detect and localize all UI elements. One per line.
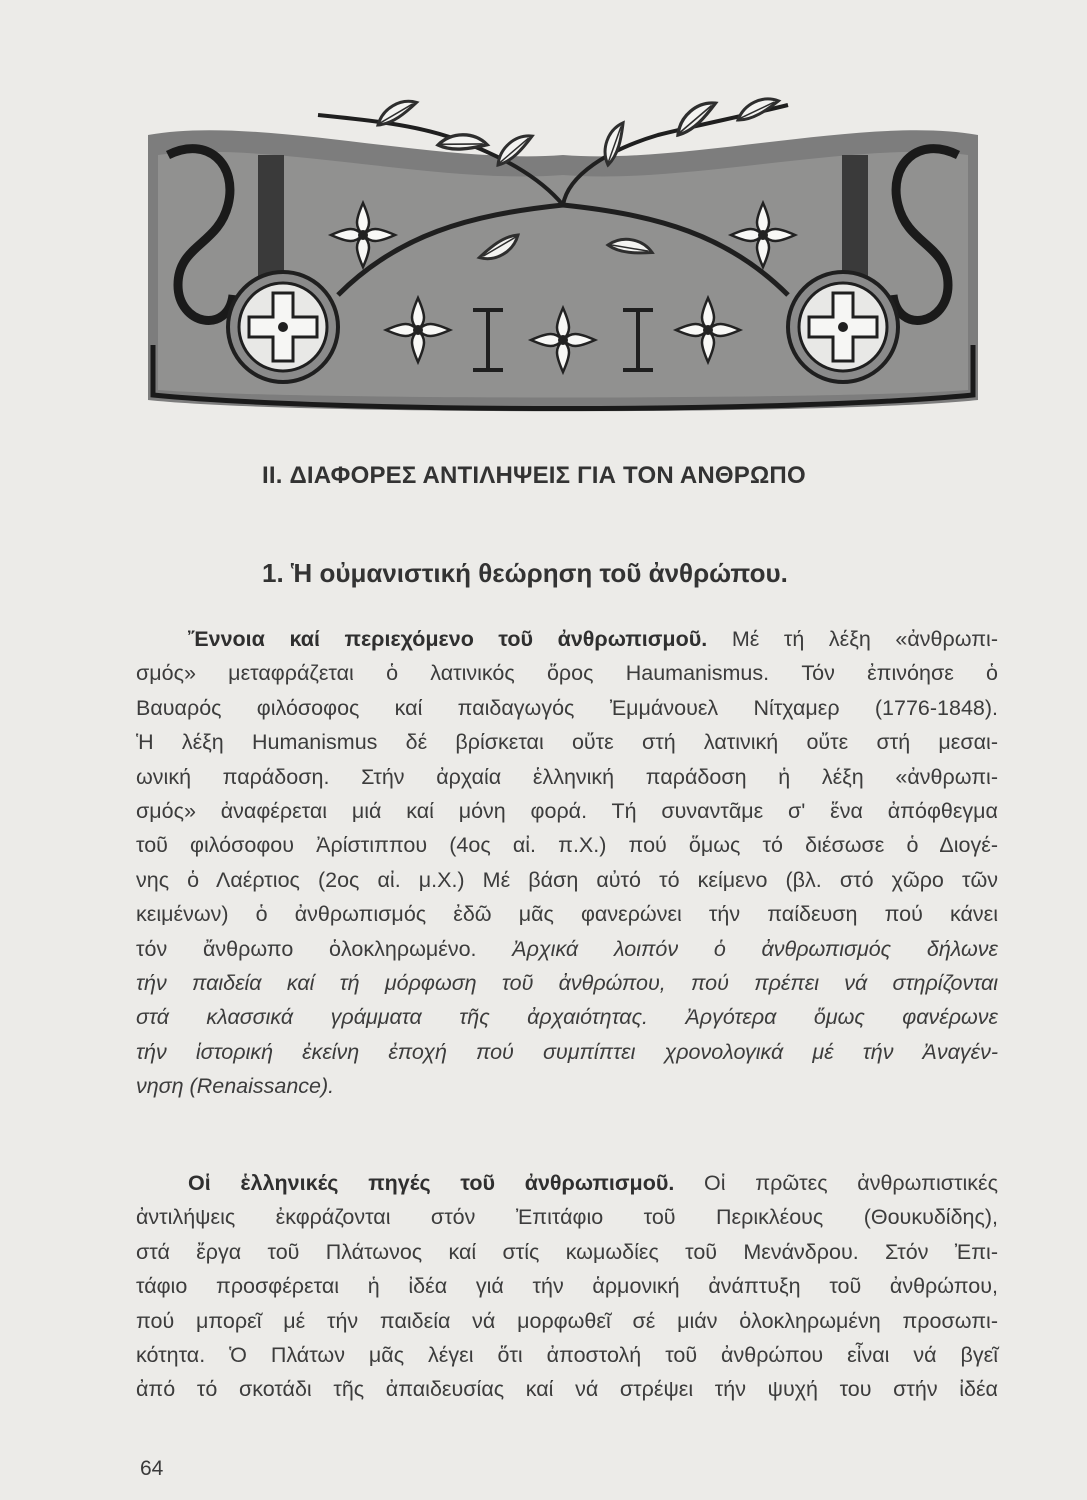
text-line: ωνική παράδοση. Στήν ἀρχαία ἑλληνική παράδοση ἡ λέξη «ἀνθρωπι- [136, 764, 998, 789]
text-line: σμός» ἀναφέρεται μιά καί μόνη φορά. Τή συναντᾶμε σ' ἕνα ἀπόφθεγμα [136, 798, 998, 823]
paragraph-humanism-meaning [136, 622, 998, 1103]
text-line: σμός» μεταφράζεται ὁ λατινικός ὅρος Haumanismus. Τόν ἐπινόησε ὁ [136, 661, 998, 686]
page-number: 64 [140, 1457, 164, 1480]
paragraph-heading: Ἔννοια καί περιεχόμενο τοῦ ἀνθρωπισμοῦ. [188, 627, 708, 651]
text-line: τόν ἄνθρωπο ὁλοκληρωμένο. Ἀρχικά λοιπόν ὁ ἀνθρωπισμός δήλωνε [136, 936, 998, 961]
paragraph-greek-sources [136, 1166, 998, 1407]
text-line: νης ὁ Λαέρτιος (2ος αἰ. μ.Χ.) Μέ βάση αὐτό τό κείμενο (βλ. στό χῶρο τῶν [136, 867, 998, 892]
paragraph-heading: Οἱ ἑλληνικές πηγές τοῦ ἀνθρωπισμοῦ. [188, 1171, 675, 1195]
text-line: τάφιο προσφέρεται ἡ ἰδέα γιά τήν ἁρμονική ἀνάπτυξη τοῦ ἀνθρώπου, [136, 1274, 998, 1299]
text-line: πού μπορεῖ μέ τήν παιδεία νά μορφωθεῖ σέ μιάν ὁλοκληρωμένη προσωπι- [136, 1308, 998, 1333]
text-line: κότητα. Ὁ Πλάτων μᾶς λέγει ὅτι ἀποστολή τοῦ ἀνθρώπου εἶναι νά βγεῖ [136, 1342, 998, 1367]
text-line: Βαυαρός φιλόσοφος καί παιδαγωγός Ἐμμάνουελ Νίτχαμερ (1776-1848). [136, 695, 998, 720]
text-line: Οἱ ἑλληνικές πηγές τοῦ ἀνθρωπισμοῦ. Οἱ πρῶτες ἀνθρωπιστικές [188, 1171, 998, 1195]
text-line: στά κλασσικά γράμματα τῆς ἀρχαιότητας. Ἀργότερα ὅμως φανέρωνε [136, 1005, 998, 1030]
section-title: II. ΔΙΑΦΟΡΕΣ ΑΝΤΙΛΗΨΕΙΣ ΓΙΑ ΤΟΝ ΑΝΘΡΩΠΟ [262, 462, 806, 489]
text-line: τήν ἱστορική ἐκείνη ἐποχή πού συμπίπτει χρονολογικά μέ τήν Ἀναγέν- [136, 1039, 998, 1064]
text-line: τοῦ φιλόσοφου Ἀρίστιππου (4ος αἰ. π.Χ.) πού ὅμως τό διέσωσε ὁ Διογέ- [136, 833, 998, 858]
text-line: στά ἔργα τοῦ Πλάτωνος καί στίς κωμωδίες τοῦ Μενάνδρου. Στόν Ἐπι- [136, 1239, 998, 1264]
text-line: Ἔννοια καί περιεχόμενο τοῦ ἀνθρωπισμοῦ. Μέ τή λέξη «ἀνθρωπι- [188, 627, 998, 651]
text-line: νηση (Renaissance). [136, 1074, 335, 1099]
text-line: κειμένων) ὁ ἀνθρωπισμός ἐδῶ μᾶς φανερώνει τήν παίδευση πού κάνει [136, 902, 998, 927]
decorative-headpiece [138, 95, 988, 420]
text-line: ἀπό τό σκοτάδι τῆς ἀπαιδευσίας καί νά στρέψει τήν ψυχή του στήν ἰδέα [136, 1377, 998, 1402]
text-line: ἀντιλήψεις ἐκφράζονται στόν Ἐπιτάφιο τοῦ Περικλέους (Θουκυδίδης), [136, 1205, 998, 1230]
text-line: τήν παιδεία καί τή μόρφωση τοῦ ἀνθρώπου, πού πρέπει νά στηρίζονται [136, 970, 998, 995]
chapter-subtitle: 1. Ἡ οὐμανιστική θεώρηση τοῦ ἀνθρώπου. [262, 558, 788, 588]
text-line: Ἡ λέξη Humanismus δέ βρίσκεται οὔτε στή λατινική οὔτε στή μεσαι- [136, 730, 998, 755]
